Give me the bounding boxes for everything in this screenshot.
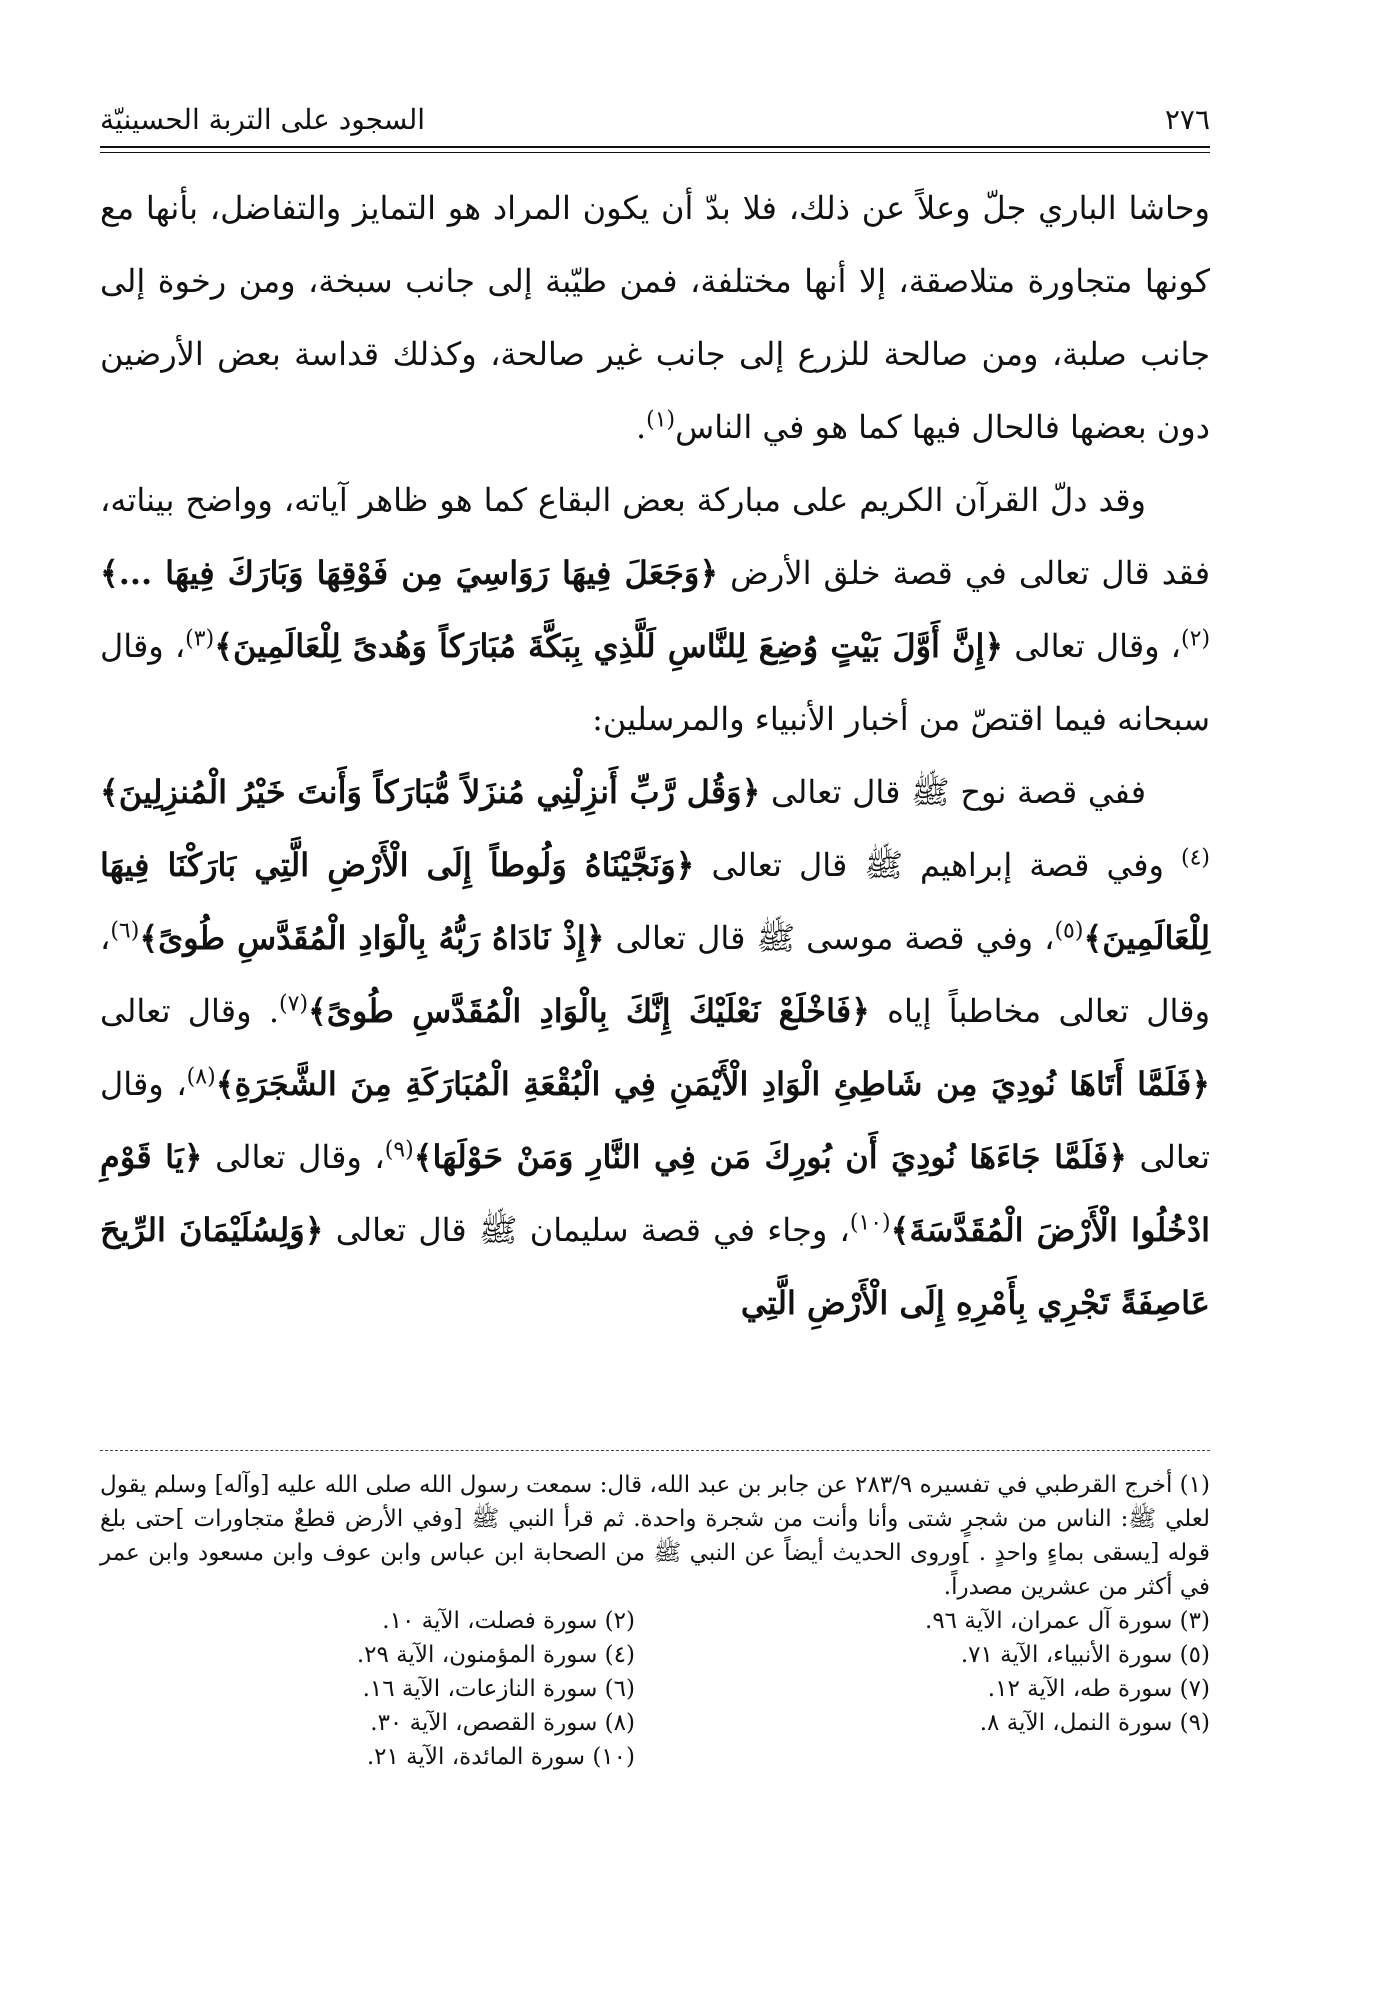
paragraph-3-text-c: ، وفي قصة موسى ﷺ قال تعالى xyxy=(604,919,1055,957)
quran-verse-10: ﴿وَلِسُلَيْمَانَ الرِّيحَ عَاصِفَةً تَجْرِي بِأَمْرِهِ إِلَى الْأَرْضِ الَّتِي xyxy=(100,1211,1210,1322)
footnote-ref-8: (٨) xyxy=(186,1064,216,1090)
quran-verse-6: ﴿فَاخْلَعْ نَعْلَيْكَ إِنَّكَ بِالْوَادِ الْمُقَدَّسِ طُوىً﴾ xyxy=(308,992,870,1030)
quran-verse-1: ﴿وَجَعَلَ فِيهَا رَوَاسِيَ مِن فَوْقِهَا وَبَارَكَ فِيهَا ...﴾ xyxy=(100,554,719,592)
quran-verse-9: ﴿يَا قَوْمِ ادْخُلُوا الْأَرْضَ الْمُقَدَّسَةَ﴾ xyxy=(100,1138,1211,1249)
footnote-item: (٧) سورة طه، الآية ١٢. xyxy=(987,1676,1210,1702)
quran-verse-5: ﴿إِذْ نَادَاهُ رَبُّهُ بِالْوَادِ الْمُقَدَّسِ طُوىً﴾ xyxy=(139,919,605,957)
page-number: ٢٧٦ xyxy=(1164,103,1210,136)
paragraph-3-text-b: وفي قصة إبراهيم ﷺ قال تعالى xyxy=(694,846,1181,884)
footnotes xyxy=(100,1468,1210,1774)
footnote-ref-10: (١٠) xyxy=(849,1210,891,1236)
footnote-ref-9: (٩) xyxy=(384,1137,414,1163)
paragraph-2-text-a: وقد دلّ القرآن الكريم على مباركة بعض البقاع كما هو ظاهر آياته، وواضح بيناته، فقد قال تعالى في قصة خلق الأرض xyxy=(100,481,1211,592)
body-text xyxy=(100,172,1210,1340)
quran-verse-4: ﴿وَنَجَّيْنَاهُ وَلُوطاً إِلَى الْأَرْضِ الَّتِي بَارَكْنَا فِيهَا لِلْعَالَمِينَ﴾ xyxy=(100,846,1211,957)
paragraph-3 xyxy=(100,756,1210,1340)
footnote-item: (٦) سورة النازعات، الآية ١٦. xyxy=(362,1676,635,1702)
footnote-ref-3: (٣) xyxy=(185,626,215,652)
page-header xyxy=(100,92,1210,140)
footnote-1: (١) أخرج القرطبي في تفسيره ٢٨٣/٩ عن جابر بن عبد الله، قال: سمعت رسول الله صلى الله عليه [وآله] وسلم يقول لعلي ﷺ: الناس من شجرٍ شتى وأنا وأنت من شجرة واحدة. ثم قرأ النبي ﷺ [وفي الأرض قطعٌ متجاورات ]حتى بلغ قوله [يسقى بماءٍ واحدٍ . ]وروى الحديث أيضاً عن النبي ﷺ من الصحابة ابن عباس وابن عوف وابن مسعود وابن عمر في أكثر من عشرين مصدراً. xyxy=(100,1472,1210,1600)
footnote-list xyxy=(100,1604,1210,1774)
paragraph-3-text-d: ، وقال تعالى مخاطباً إياه xyxy=(100,919,1211,1030)
footnote-ref-1: (١) xyxy=(646,407,676,433)
quran-verse-8: ﴿فَلَمَّا جَاءَهَا نُودِيَ أَن بُورِكَ مَن فِي النَّارِ وَمَنْ حَوْلَهَا﴾ xyxy=(413,1138,1127,1176)
paragraph-1 xyxy=(100,172,1210,464)
footnote-separator xyxy=(100,1450,1210,1451)
footnote-item: (٨) سورة القصص، الآية ٣٠. xyxy=(370,1710,635,1736)
quran-verse-3: ﴿وَقُل رَّبِّ أَنزِلْنِي مُنزَلاً مُّبَارَكاً وَأَنتَ خَيْرُ الْمُنزِلِينَ﴾ xyxy=(100,773,761,811)
footnote-ref-6: (٦) xyxy=(110,918,140,944)
paragraph-3-text-a: ففي قصة نوح ﷺ قال تعالى xyxy=(760,773,1147,811)
paragraph-2 xyxy=(100,464,1210,756)
footnote-ref-5: (٥) xyxy=(1054,918,1084,944)
quran-verse-7: ﴿فَلَمَّا أَتَاهَا نُودِيَ مِن شَاطِئِ الْوَادِ الْأَيْمَنِ فِي الْبُقْعَةِ الْمُبَارَكَةِ مِنَ الشَّجَرَةِ﴾ xyxy=(215,1065,1211,1103)
paragraph-3-text-f: ، وقال تعالى xyxy=(100,1065,1211,1176)
footnote-item: (٥) سورة الأنبياء، الآية ٧١. xyxy=(960,1642,1210,1668)
running-title: السجود على التربة الحسينيّة xyxy=(100,103,426,136)
header-rule-thin xyxy=(100,152,1210,153)
paragraph-1-end: . xyxy=(635,408,647,446)
paragraph-3-text-g: ، وقال تعالى xyxy=(202,1138,385,1176)
footnote-ref-2: (٢) xyxy=(1181,626,1211,652)
quran-verse-2: ﴿إِنَّ أَوَّلَ بَيْتٍ وُضِعَ لِلنَّاسِ لَلَّذِي بِبَكَّةَ مُبَارَكاً وَهُدىً لِلْعَالَمِينَ﴾ xyxy=(214,627,1004,665)
paragraph-2-text-b: ، وقال تعالى xyxy=(1003,627,1182,665)
paragraph-3-text-e: . وقال تعالى xyxy=(100,992,280,1030)
footnote-ref-7: (٧) xyxy=(279,991,309,1017)
footnote-ref-4: (٤) xyxy=(1181,845,1211,871)
header-rule xyxy=(100,146,1210,148)
footnote-item: (٢) سورة فصلت، الآية ١٠. xyxy=(382,1608,635,1634)
footnote-item: (٤) سورة المؤمنون، الآية ٢٩. xyxy=(356,1642,635,1668)
paragraph-3-text-h: ، وجاء في قصة سليمان ﷺ قال تعالى xyxy=(323,1211,850,1249)
footnote-item: (١٠) سورة المائدة، الآية ٢١. xyxy=(366,1744,635,1770)
paragraph-1-text: وحاشا الباري جلّ وعلاً عن ذلك، فلا بدّ أن يكون المراد هو التمايز والتفاضل، بأنها مع كونها متجاورة متلاصقة، إلا أنها مختلفة، فمن طيّبة إلى جانب سبخة، ومن رخوة إلى جانب صلبة، ومن صالحة للزرع إلى جانب غير صالحة، وكذلك قداسة بعض الأرضين دون بعضها فالحال فيها كما هو في الناس xyxy=(100,189,1211,446)
paragraph-2-text-c: ، وقال سبحانه فيما اقتصّ من أخبار الأنبياء والمرسلين: xyxy=(100,627,1210,738)
footnote-item: (٩) سورة النمل، الآية ٨. xyxy=(979,1710,1210,1736)
footnote-item: (٣) سورة آل عمران، الآية ٩٦. xyxy=(925,1608,1210,1634)
